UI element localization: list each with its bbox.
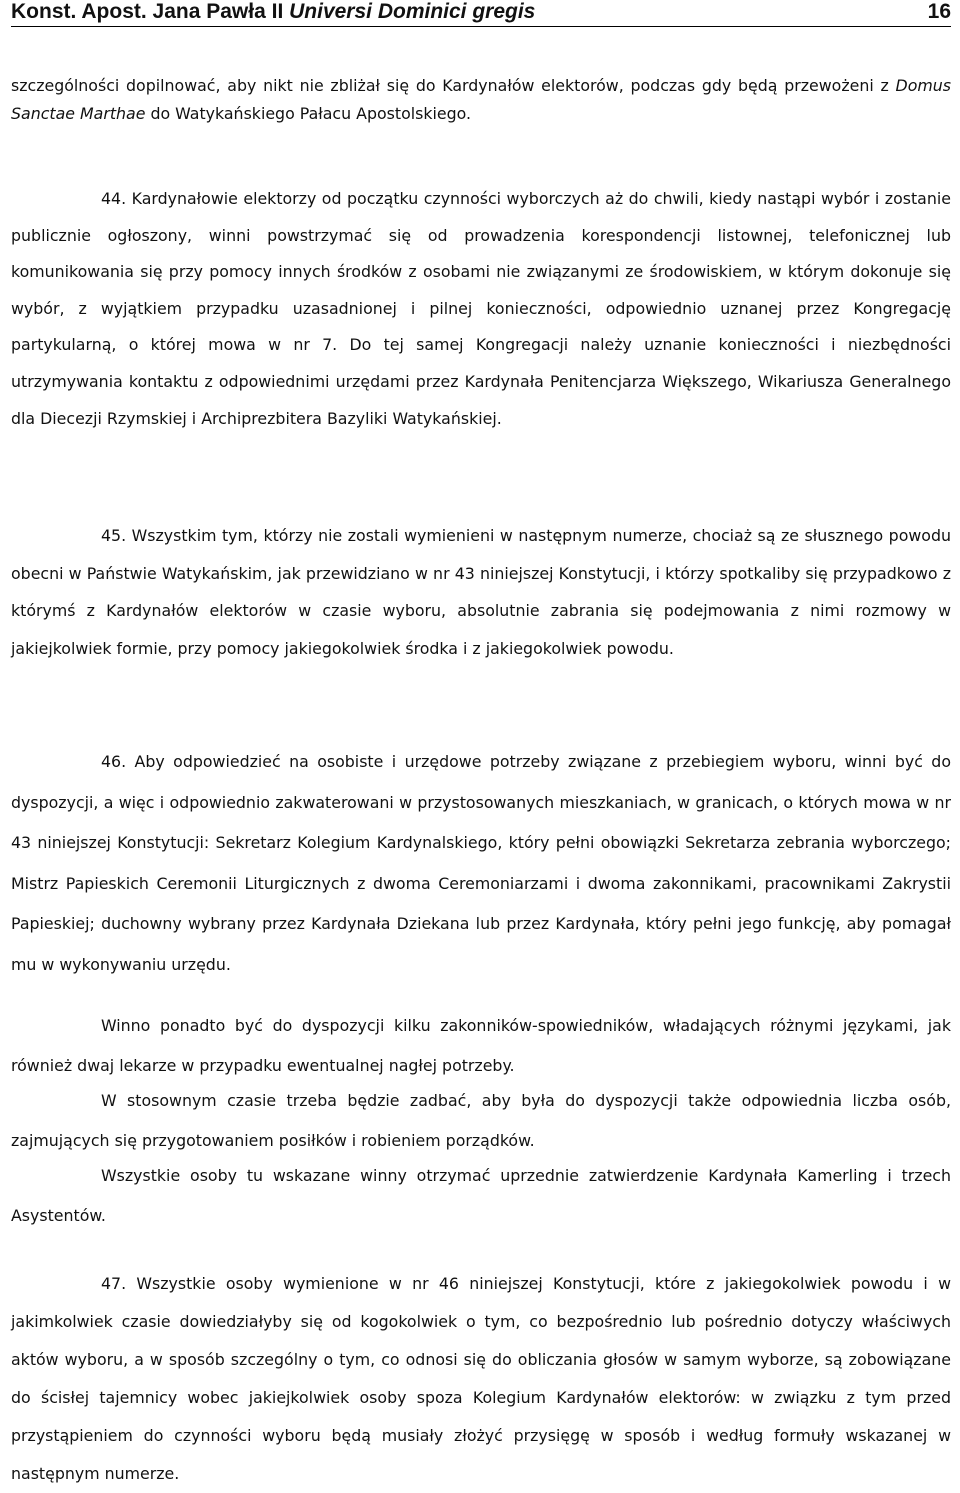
paragraph-47: 47. Wszystkie osoby wymienione w nr 46 niniejszej Konstytucji, które z jakiegokolwiek powodu i w jakimkolwiek czasie dowiedziałyby się od kogokolwiek o tym, co bezpośrednio lub pośrednio dotyczy właściwych aktów wyboru, a w sposób szczególny o tym, co odnosi się do obliczania głosów w samym wyborze, są zobowiązane do ścisłej tajemnicy wobec jakiejkolwiek osoby spoza Kolegium Kardynałów elektorów: w związku z tym przed przystąpieniem do czynności wyboru będą musiały złożyć przysięgę w sposób i według formuły wskazanej w następnym numerze. (11, 1274, 951, 1483)
paragraph-text: szczególności dopilnować, aby nikt nie zbliżał się do Kardynałów elektorów, podczas gdy będą przewożeni z (11, 76, 896, 95)
paragraph-italic-text: Domus Sanctae Marthae (11, 76, 951, 123)
header-title-italic: Universi Dominici gregis (289, 0, 536, 23)
paragraph-44: 44. Kardynałowie elektorzy od początku czynności wyborczych aż do chwili, kiedy nastąpi wybór i zostanie publicznie ogłoszony, winni powstrzymać się od prowadzenia korespondencji listownej, telefonicznej lub komunikowania się przy pomocy innych środków z osobami nie związanymi ze środowiskiem, w którym dokonuje się wybór, z wyjątkiem przypadku uzasadnionej i pilnej konieczności, odpowiednio uznanej przez Kongregację partykularną, o której mowa w nr 7. Do tej samej Kongregacji należy uznanie konieczności i niezbędności utrzymywania kontaktu z odpowiednimi urzędami przez Kardynała Penitencjarza Większego, Wikariusza Generalnego dla Diecezji Rzymskiej i Archiprezbitera Bazyliki Watykańskiej. (11, 189, 951, 428)
paragraph-46-c: W stosownym czasie trzeba będzie zadbać, aby była do dyspozycji także odpowiednia liczba osób, zajmujących się przygotowaniem posiłków i robieniem porządków. (11, 1091, 951, 1150)
paragraph-46-b: Winno ponadto być do dyspozycji kilku zakonników-spowiedników, władających różnymi językami, jak również dwaj lekarze w przypadku ewentualnej nagłej potrzeby. (11, 1016, 951, 1075)
paragraph-text: do Watykańskiego Pałacu Apostolskiego. (145, 104, 472, 123)
page-number: 16 (927, 0, 951, 23)
running-header (11, 0, 951, 27)
paragraph-continuation (11, 72, 951, 128)
header-title-bold: Konst. Apost. Jana Pawła II (11, 0, 290, 23)
header-title (11, 0, 535, 24)
paragraph-45: 45. Wszystkim tym, którzy nie zostali wymienieni w następnym numerze, chociaż są ze słusznego powodu obecni w Państwie Watykańskim, jak przewidziano w nr 43 niniejszej Konstytucji, i którzy spotkaliby się przypadkowo z którymś z Kardynałów elektorów w czasie wyboru, absolutnie zabrania się podejmowania z nimi rozmowy w jakiejkolwiek formie, przy pomocy jakiegokolwiek środka i z jakiegokolwiek powodu. (11, 526, 951, 658)
paragraph-46-d: Wszystkie osoby tu wskazane winny otrzymać uprzednie zatwierdzenie Kardynała Kamerling i trzech Asystentów. (11, 1166, 951, 1225)
paragraph-46: 46. Aby odpowiedzieć na osobiste i urzędowe potrzeby związane z przebiegiem wyboru, winni być do dyspozycji, a więc i odpowiednio zakwaterowani w przystosowanych mieszkaniach, w granicach, o których mowa w nr 43 niniejszej Konstytucji: Sekretarz Kolegium Kardynalskiego, który pełni obowiązki Sekretarza zebrania wyborczego; Mistrz Papieskich Ceremonii Liturgicznych z dwoma Ceremoniarzami i dwoma zakonnikami, pracownikami Zakrystii Papieskiej; duchowny wybrany przez Kardynała Dziekana lub przez Kardynała, który pełni jego funkcję, aby pomagał mu w wykonywaniu urzędu. (11, 752, 951, 974)
